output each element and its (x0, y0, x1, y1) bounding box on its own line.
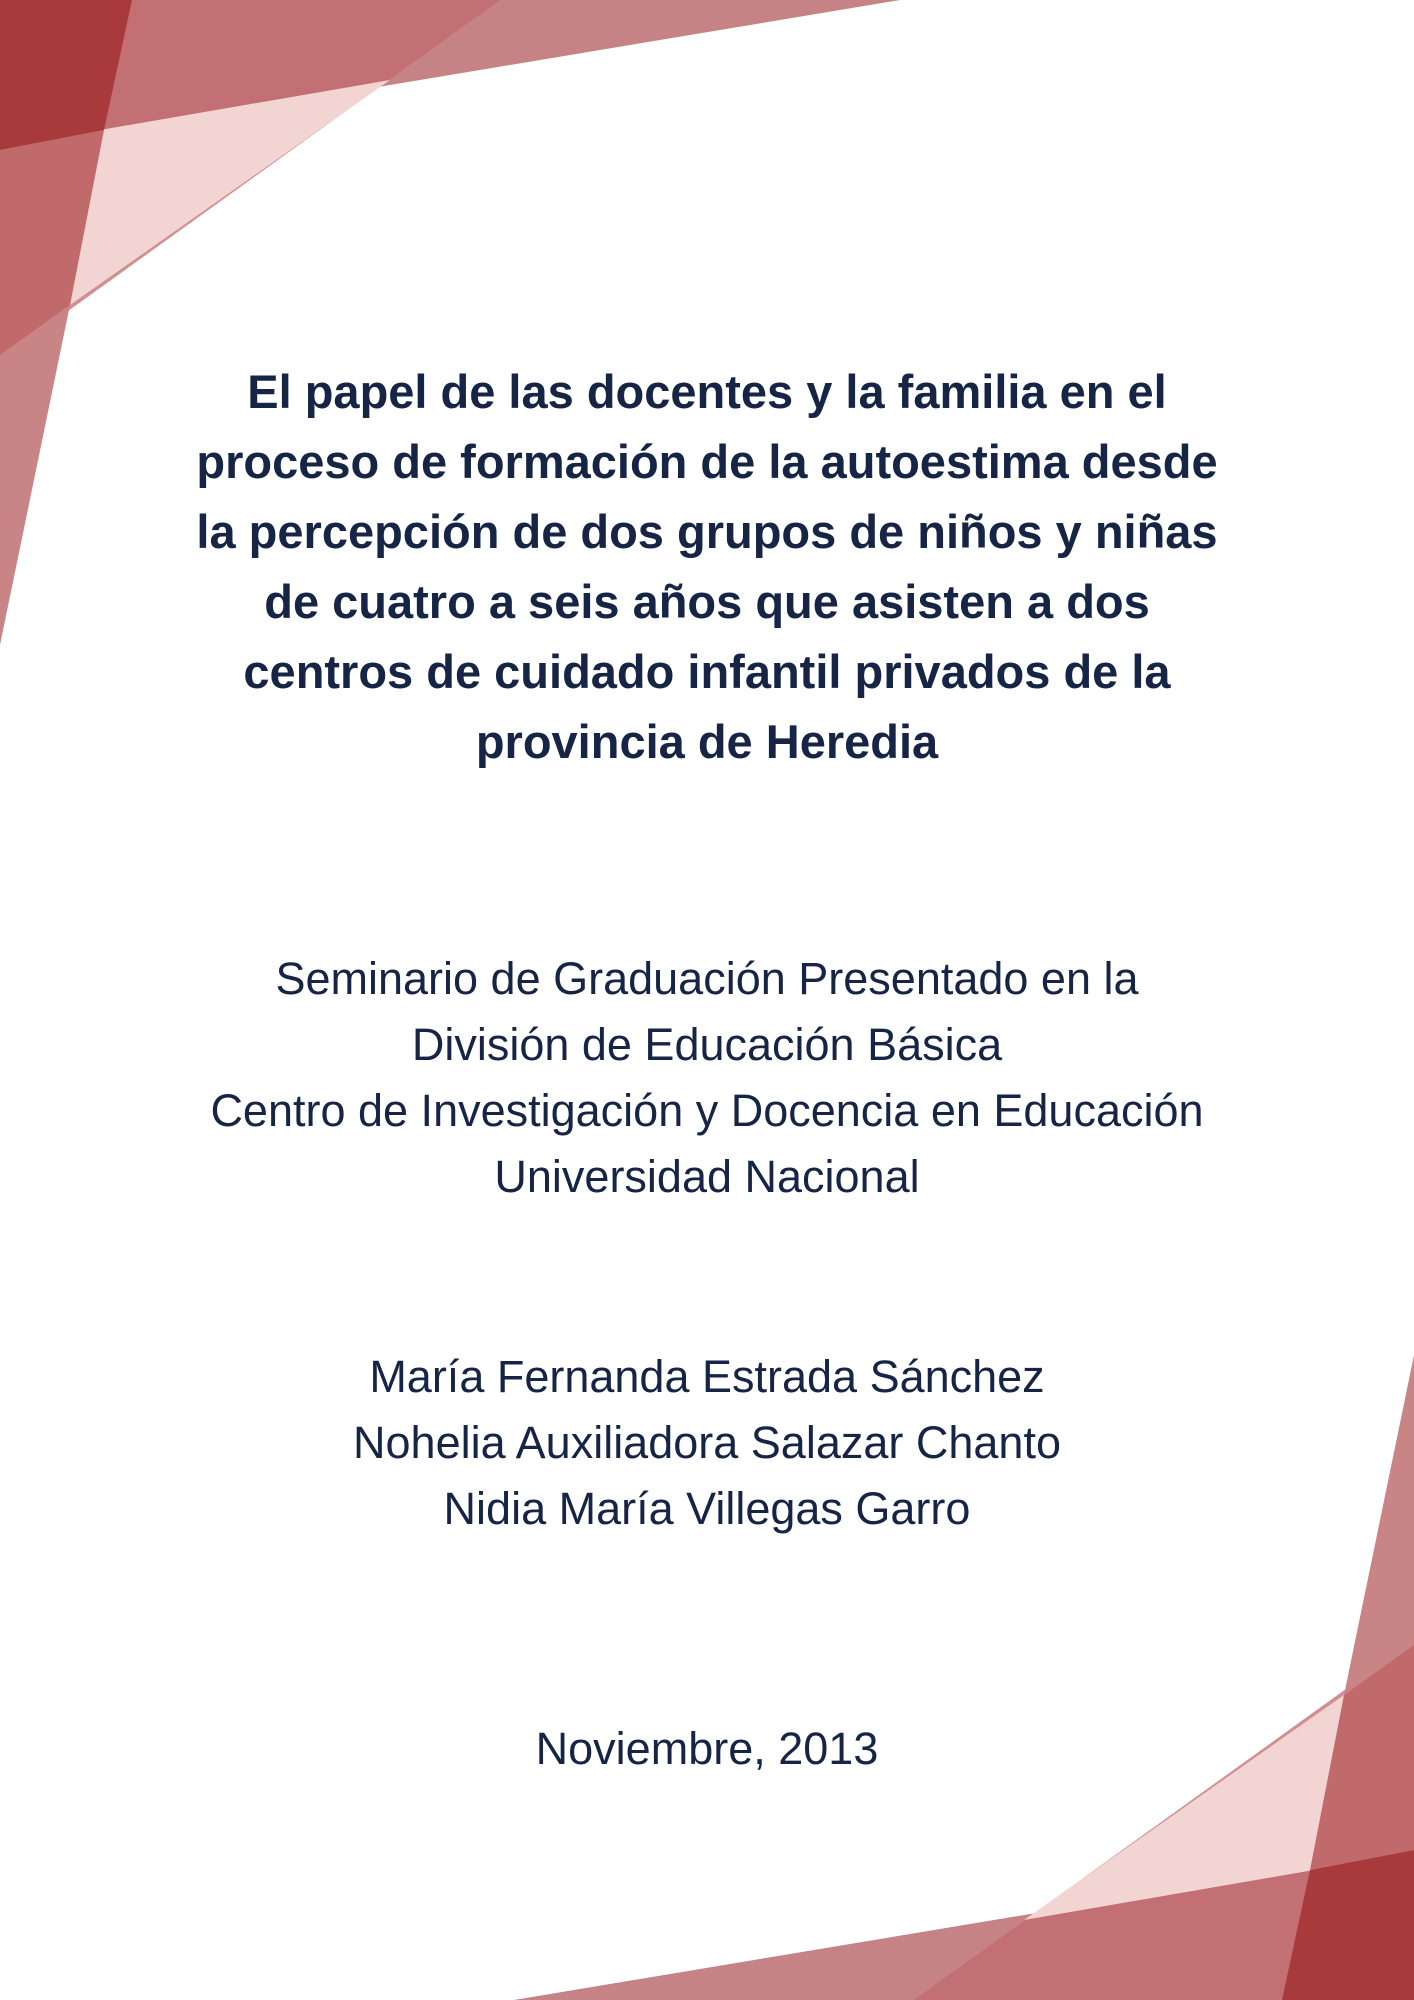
title-line: de cuatro a seis años que asisten a dos (264, 575, 1150, 628)
institution-line: Universidad Nacional (494, 1151, 920, 1202)
title-line: centros de cuidado infantil privados de la (243, 645, 1171, 698)
institution-line: División de Educación Básica (411, 1019, 1003, 1070)
authors-list (0, 1344, 1414, 1542)
document-title (0, 357, 1414, 777)
institution-info (0, 946, 1414, 1210)
institution-line: Seminario de Graduación Presentado en la (275, 953, 1139, 1004)
title-line: provincia de Heredia (475, 715, 939, 768)
title-line: la percepción de dos grupos de niños y niñas (196, 505, 1218, 558)
author-name: Nohelia Auxiliadora Salazar Chanto (353, 1417, 1061, 1468)
author-name: María Fernanda Estrada Sánchez (369, 1351, 1045, 1402)
title-line: proceso de formación de la autoestima desde (196, 435, 1218, 488)
date-text: Noviembre, 2013 (535, 1723, 879, 1774)
title-line: El papel de las docentes y la familia en el (247, 365, 1167, 418)
institution-line: Centro de Investigación y Docencia en Educación (210, 1085, 1204, 1136)
author-name: Nidia María Villegas Garro (443, 1483, 971, 1534)
publication-date (0, 1716, 1414, 1782)
